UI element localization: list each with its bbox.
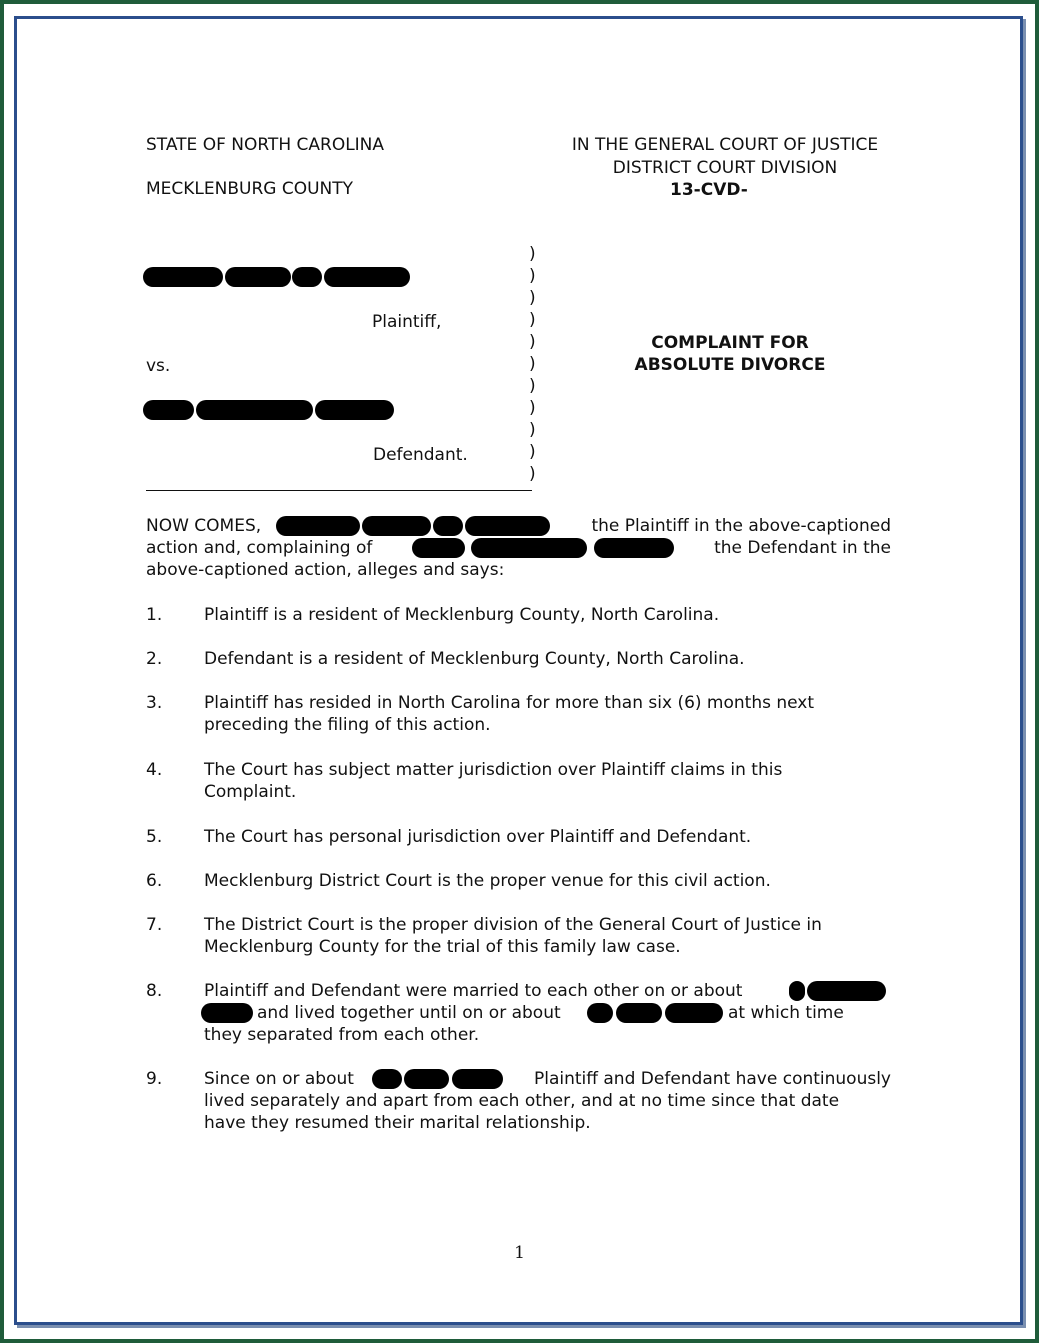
redacted-defendant-name-1 — [143, 400, 194, 420]
caption-paren: ) — [529, 442, 536, 462]
redacted-plaintiff-name-4 — [324, 267, 410, 287]
redacted-intro-defendant-2 — [471, 538, 587, 558]
document-title-line1: COMPLAINT FOR — [651, 333, 809, 353]
paragraph-line: Mecklenburg County for the trial of this family law case. — [204, 937, 681, 957]
redacted-intro-plaintiff-2 — [362, 516, 431, 536]
paragraph-1 — [204, 604, 891, 626]
document-title-line2: ABSOLUTE DIVORCE — [634, 355, 826, 375]
defendant-label: Defendant. — [373, 445, 468, 465]
caption-paren: ) — [529, 354, 536, 374]
paragraph-number: 6. — [146, 871, 163, 891]
plaintiff-label: Plaintiff, — [372, 312, 442, 332]
case-number: 13-CVD- — [670, 180, 748, 200]
intro-line3: above-captioned action, alleges and says: — [146, 560, 505, 580]
redacted-separation-date-1 — [587, 1003, 613, 1023]
caption-paren: ) — [529, 266, 536, 286]
redacted-intro-plaintiff-3 — [433, 516, 463, 536]
paragraph-8-part-c: at which time — [728, 1003, 844, 1023]
paragraph-number: 4. — [146, 760, 163, 780]
page-number: 1 — [514, 1243, 525, 1263]
redacted-since-date-3 — [452, 1069, 503, 1089]
intro-plaintiff-phrase: the Plaintiff in the above-captioned — [591, 516, 891, 536]
redacted-since-date-2 — [404, 1069, 449, 1089]
paragraph-line: Defendant is a resident of Mecklenburg County, North Carolina. — [204, 649, 745, 669]
paragraph-9-part-d: have they resumed their marital relationship. — [204, 1113, 591, 1133]
vs-label: vs. — [146, 356, 171, 376]
redacted-marriage-date-2 — [807, 981, 886, 1001]
redacted-intro-defendant-1 — [412, 538, 465, 558]
caption-paren: ) — [529, 332, 536, 352]
redacted-marriage-date-1 — [789, 981, 805, 1001]
paragraph-line: Complaint. — [204, 782, 297, 802]
paragraph-line: The District Court is the proper division of the General Court of Justice in — [204, 915, 822, 935]
paragraph-number: 1. — [146, 605, 163, 625]
paragraph-8-part-d: they separated from each other. — [204, 1025, 480, 1045]
paragraph-number: 3. — [146, 693, 163, 713]
caption-paren: ) — [529, 464, 536, 484]
redacted-separation-date-3 — [665, 1003, 723, 1023]
redacted-intro-plaintiff-4 — [465, 516, 550, 536]
paragraph-6 — [204, 870, 891, 892]
court-heading: IN THE GENERAL COURT OF JUSTICE — [571, 135, 879, 155]
paragraph-9-part-c: lived separately and apart from each other, and at no time since that date — [204, 1091, 840, 1111]
paragraph-line: Plaintiff is a resident of Mecklenburg County, North Carolina. — [204, 605, 720, 625]
redacted-separation-date-2 — [616, 1003, 662, 1023]
caption-paren: ) — [529, 310, 536, 330]
paragraph-line: Mecklenburg District Court is the proper venue for this civil action. — [204, 871, 771, 891]
intro-now-comes: NOW COMES, — [146, 516, 262, 536]
caption-paren: ) — [529, 288, 536, 308]
paragraph-5 — [204, 826, 891, 848]
redacted-intro-plaintiff-1 — [276, 516, 360, 536]
paragraph-number: 9. — [146, 1069, 163, 1089]
county-heading: MECKLENBURG COUNTY — [146, 179, 354, 199]
paragraph-2 — [204, 648, 891, 670]
state-heading: STATE OF NORTH CAROLINA — [146, 135, 385, 155]
paragraph-line: The Court has subject matter jurisdiction over Plaintiff claims in this — [204, 760, 783, 780]
redacted-plaintiff-name-1 — [143, 267, 223, 287]
redacted-defendant-name-2 — [196, 400, 313, 420]
intro-line2-start: action and, complaining of — [146, 538, 373, 558]
paragraph-number: 2. — [146, 649, 163, 669]
paragraph-line: The Court has personal jurisdiction over Plaintiff and Defendant. — [204, 827, 752, 847]
redacted-defendant-name-3 — [315, 400, 394, 420]
redacted-plaintiff-name-3 — [292, 267, 322, 287]
paragraph-4 — [204, 759, 891, 803]
paragraph-9-part-a: Since on or about — [204, 1069, 354, 1089]
caption-paren: ) — [529, 244, 536, 264]
court-division: DISTRICT COURT DIVISION — [612, 158, 838, 178]
redacted-marriage-date-3 — [201, 1003, 253, 1023]
caption-paren: ) — [529, 376, 536, 396]
paragraph-9-part-b: Plaintiff and Defendant have continuously — [534, 1069, 891, 1089]
paragraph-7 — [204, 914, 891, 958]
redacted-intro-defendant-3 — [594, 538, 674, 558]
redacted-since-date-1 — [372, 1069, 402, 1089]
paragraph-number: 8. — [146, 981, 163, 1001]
paragraph-number: 5. — [146, 827, 163, 847]
paragraph-8-part-b: and lived together until on or about — [257, 1003, 561, 1023]
intro-defendant-phrase: the Defendant in the — [714, 538, 891, 558]
paragraph-3 — [204, 692, 891, 736]
redacted-plaintiff-name-2 — [225, 267, 291, 287]
paragraph-line: preceding the filing of this action. — [204, 715, 491, 735]
paragraph-line: Plaintiff has resided in North Carolina for more than six (6) months next — [204, 693, 815, 713]
paragraph-number: 7. — [146, 915, 163, 935]
caption-rule — [146, 490, 532, 491]
caption-paren: ) — [529, 420, 536, 440]
caption-paren: ) — [529, 398, 536, 418]
paragraph-8-part-a: Plaintiff and Defendant were married to each other on or about — [204, 981, 743, 1001]
